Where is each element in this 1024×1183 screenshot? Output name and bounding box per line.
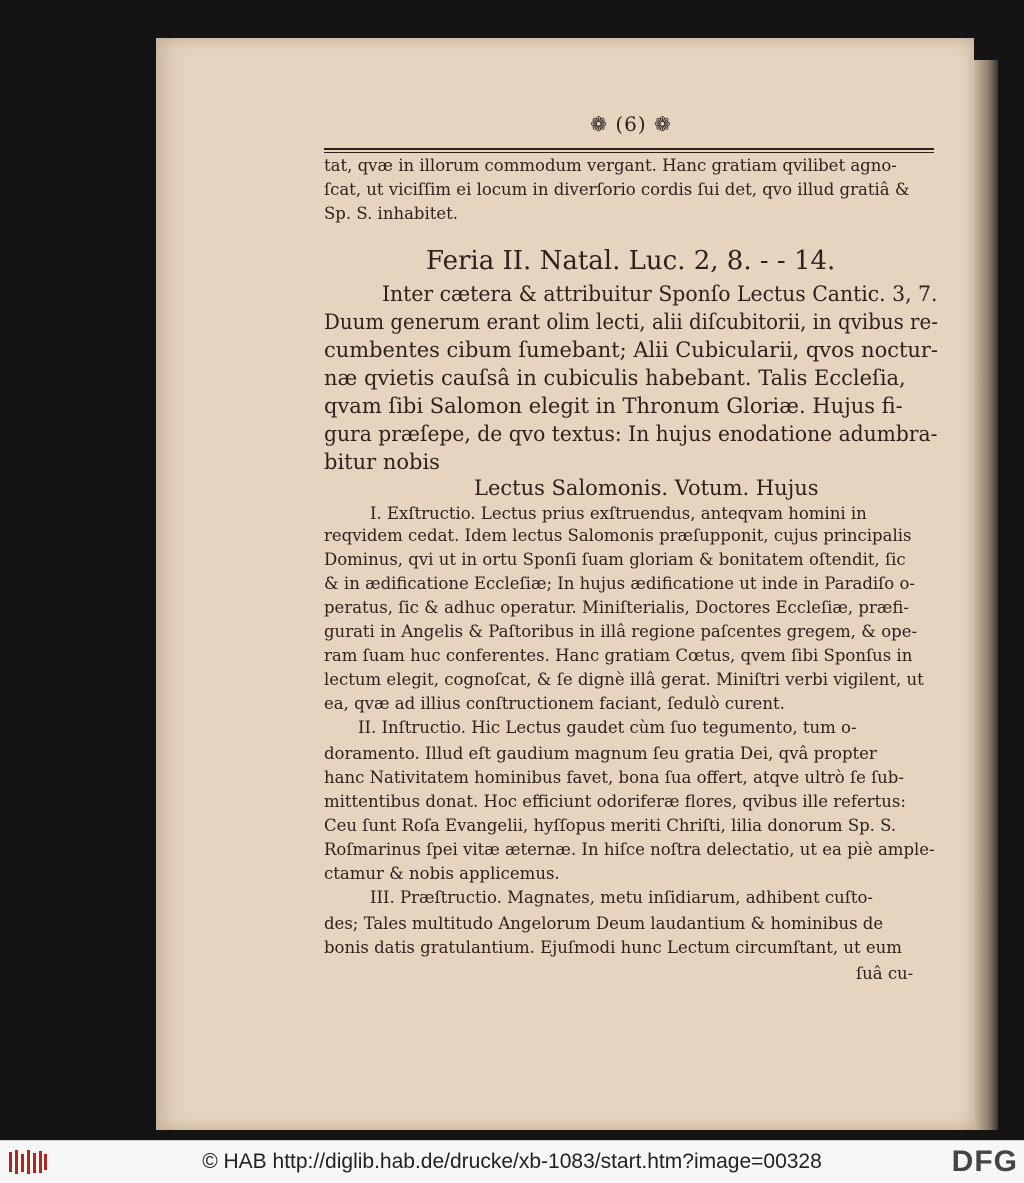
text-line: Ceu ſunt Roſa Evangelii, hyſſopus meriti Chriſti, lilia donorum Sp. S. — [324, 816, 897, 835]
text-line: tat, qvæ in illorum commodum vergant. Hanc gratiam qvilibet agno- — [324, 156, 897, 175]
text-line: des; Tales multitudo Angelorum Deum laudantium & hominibus de — [324, 914, 884, 933]
section-heading: Feria II. Natal. Luc. 2, 8. - - 14. — [426, 246, 836, 276]
text-line: næ qvietis cauſsâ in cubiculis habebant. Talis Eccleſia, — [324, 366, 906, 390]
text-line: ram ſuam huc conferentes. Hanc gratiam Cœtus, qvem ſibi Sponſus in — [324, 646, 913, 665]
page-header — [324, 112, 938, 136]
page-number: (6) — [615, 112, 647, 136]
text-line: reqvidem cedat. Idem lectus Salomonis præſupponit, cujus principalis — [324, 526, 912, 545]
text-line: ſcat, ut viciſſim ei locum in diverſorio cordis ſui det, qvo illud gratiâ & — [324, 180, 910, 199]
footer-citation-link[interactable]: © HAB http://diglib.hab.de/drucke/xb-1083/start.htm?image=00328 — [202, 1150, 822, 1173]
text-line: III. Præſtructio. Magnates, metu inſidiarum, adhibent cuſto- — [370, 888, 873, 907]
text-line: qvam ſibi Salomon elegit in Thronum Gloriæ. Hujus fi- — [324, 394, 903, 418]
text-line: Inter cætera & attribuitur Sponſo Lectus Cantic. 3, 7. — [382, 282, 938, 306]
footer-bar — [0, 1140, 1024, 1183]
text-line: gura præſepe, de qvo textus: In hujus enodatione adumbra- — [324, 422, 938, 446]
text-line: ctamur & nobis applicemus. — [324, 864, 560, 883]
catchword: ſuâ cu- — [856, 964, 914, 983]
text-line: bonis datis gratulantium. Ejuſmodi hunc Lectum circumſtant, ut eum — [324, 938, 902, 957]
text-line: & in ædificatione Eccleſiæ; In hujus ædificatione ut inde in Paradiſo o- — [324, 574, 915, 593]
text-line: Sp. S. inhabitet. — [324, 204, 459, 223]
text-line: gurati in Angelis & Paſtoribus in illâ regione paſcentes gregem, & ope- — [324, 622, 918, 641]
text-line: Roſmarinus ſpei vitæ æternæ. In hiſce noſtra delectatio, ut ea piè ample- — [324, 840, 935, 859]
text-line: bitur nobis — [324, 450, 440, 474]
header-rule — [324, 148, 934, 153]
text-line: Dominus, qvi ut in ortu Sponſi ſuam gloriam & bonitatem oſtendit, ſic — [324, 550, 906, 569]
ornament-right-icon: ❁ — [654, 112, 672, 136]
text-line: doramento. Illud eſt gaudium magnum ſeu gratia Dei, qvâ propter — [324, 744, 877, 763]
ornament-left-icon: ❁ — [590, 112, 608, 136]
subheading: Lectus Salomonis. Votum. Hujus — [474, 476, 819, 500]
text-line: ea, qvæ ad illius conſtructionem faciant, ſedulò curent. — [324, 694, 785, 713]
text-line: cumbentes cibum ſumebant; Alii Cubicularii, qvos noctur- — [324, 338, 938, 362]
text-line: Duum generum erant olim lecti, alii diſcubitorii, in qvibus re- — [324, 310, 938, 334]
text-line: I. Exſtructio. Lectus prius exſtruendus, anteqvam homini in — [370, 504, 867, 523]
text-line: lectum elegit, cognoſcat, & ſe dignè illâ gerat. Miniſtri verbi vigilent, ut — [324, 670, 924, 689]
text-line: mittentibus donat. Hoc efficiunt odoriferæ flores, qvibus ille refertus: — [324, 792, 906, 811]
text-line: II. Inſtructio. Hic Lectus gaudet cùm ſuo tegumento, tum o- — [358, 718, 857, 737]
page-edge — [974, 60, 998, 1130]
dfg-logo: DFG — [951, 1145, 1018, 1178]
text-line: peratus, ſic & adhuc operatur. Miniſterialis, Doctores Eccleſiæ, præfi- — [324, 598, 909, 617]
text-line: hanc Nativitatem hominibus favet, bona ſua offert, atqve ultrò ſe ſub- — [324, 768, 904, 787]
